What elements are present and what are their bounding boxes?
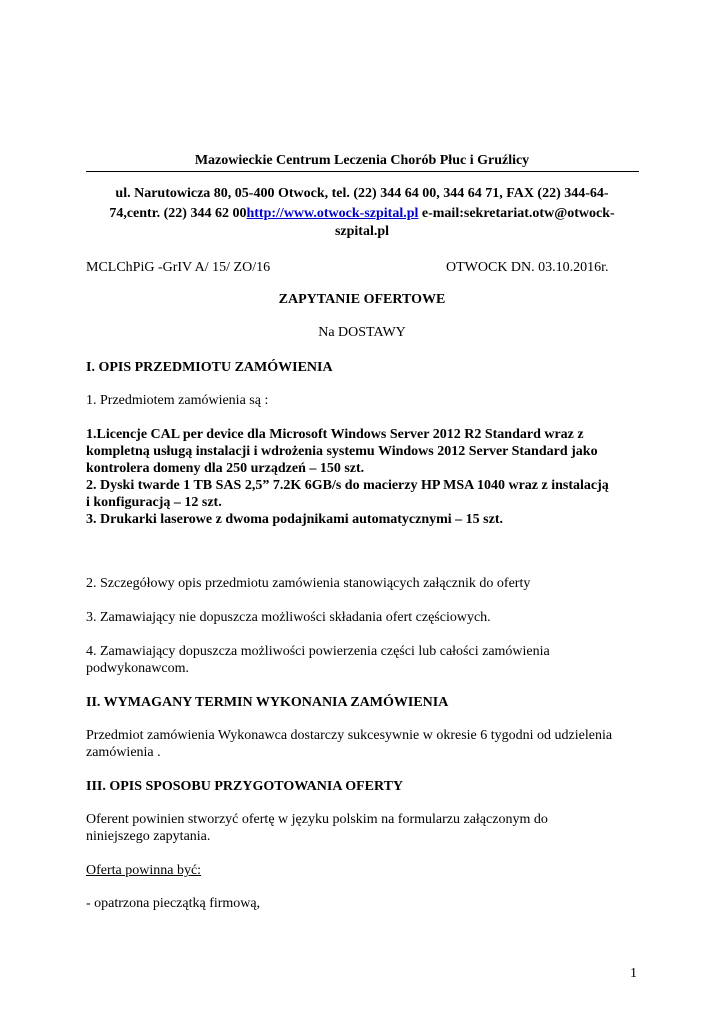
item-line: kontrolera domeny dla 250 urządzeń – 150 szt. xyxy=(86,461,365,476)
section-1-intro: 1. Przedmiotem zamówienia są : xyxy=(86,393,269,408)
document-subtitle: Na DOSTAWY xyxy=(318,325,406,340)
address-phone: 74,centr. (22) 344 62 00 xyxy=(109,206,247,221)
paragraph-3: 3. Zamawiający nie dopuszcza możliwości składania ofert częściowych. xyxy=(86,610,491,625)
reference-number: MCLChPiG -GrIV A/ 15/ ZO/16 xyxy=(86,260,271,275)
requirement-item: - opatrzona pieczątką firmową, xyxy=(86,896,261,911)
address-line-2 xyxy=(0,206,724,222)
institution-name: Mazowieckie Centrum Leczenia Chorób Płuc i Gruźlicy xyxy=(194,153,530,168)
offer-requirements-heading: Oferta powinna być: xyxy=(86,863,202,878)
document-title: ZAPYTANIE OFERTOWE xyxy=(278,292,446,307)
place-date: OTWOCK DN. 03.10.2016r. xyxy=(446,260,609,275)
item-line: 3. Drukarki laserowe z dwoma podajnikami automatycznymi – 15 szt. xyxy=(86,512,504,527)
paragraph-4-line-1: 4. Zamawiający dopuszcza możliwości powierzenia części lub całości zamówienia xyxy=(86,644,550,659)
item-line: kompletną usługą instalacji i wdrożenia systemu Windows 2012 Server Standard jako xyxy=(86,444,598,459)
website-link[interactable]: http://www.otwock-szpital.pl xyxy=(246,206,419,221)
item-line: i konfiguracją – 12 szt. xyxy=(86,495,222,510)
item-line: 2. Dyski twarde 1 TB SAS 2,5” 7.2K 6GB/s do macierzy HP MSA 1040 wraz z instalacją xyxy=(86,478,609,493)
address-line-1: ul. Narutowicza 80, 05-400 Otwock, tel. (22) 344 64 00, 344 64 71, FAX (22) 344-64- xyxy=(115,186,609,201)
section-3-line-1: Oferent powinien stworzyć ofertę w języku polskim na formularzu załączonym do xyxy=(86,812,548,827)
page-number: 1 xyxy=(630,966,637,981)
section-2-line-2: zamówienia . xyxy=(86,745,161,760)
section-2-line-1: Przedmiot zamówienia Wykonawca dostarczy sukcesywnie w okresie 6 tygodni od udzielenia xyxy=(86,728,613,743)
paragraph-4-line-2: podwykonawcom. xyxy=(86,661,190,676)
item-line: 1.Licencje CAL per device dla Microsoft Windows Server 2012 R2 Standard wraz z xyxy=(86,427,584,442)
header-divider xyxy=(86,171,639,172)
section-1-heading: I. OPIS PRZEDMIOTU ZAMÓWIENIA xyxy=(86,360,333,375)
paragraph-2: 2. Szczegółowy opis przedmiotu zamówienia stanowiących załącznik do oferty xyxy=(86,576,531,591)
section-3-line-2: niniejszego zapytania. xyxy=(86,829,211,844)
section-3-heading: III. OPIS SPOSOBU PRZYGOTOWANIA OFERTY xyxy=(86,779,404,794)
section-2-heading: II. WYMAGANY TERMIN WYKONANIA ZAMÓWIENIA xyxy=(86,695,449,710)
address-line-3: szpital.pl xyxy=(334,224,390,239)
email-text: e-mail:sekretariat.otw@otwock- xyxy=(418,206,615,221)
